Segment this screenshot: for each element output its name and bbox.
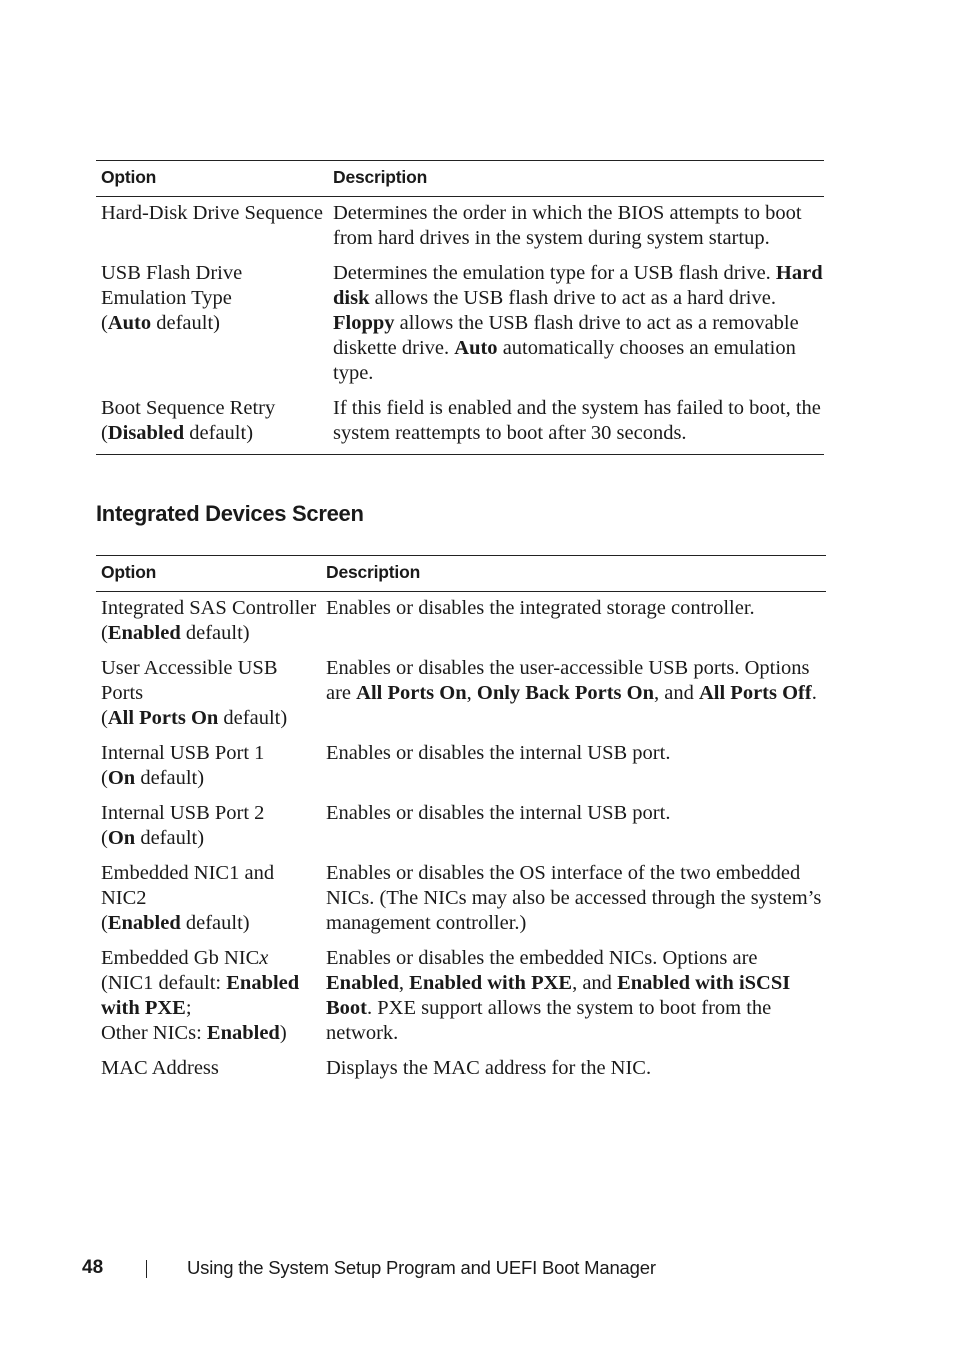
table-row [96, 1051, 826, 1089]
bold-term: Floppy [333, 312, 395, 334]
bold-term: Enabled [107, 912, 181, 934]
bold-term: Enabled [206, 1022, 280, 1044]
description-cell: Determines the order in which the BIOS attempts to boot from hard drives in the system during system startup. [333, 202, 802, 249]
table-row [96, 796, 826, 856]
option-cell: Hard-Disk Drive Sequence [101, 202, 324, 224]
option-cell: Boot Sequence Retry (Disabled default) [96, 391, 328, 455]
option-cell: Embedded NIC1 and NIC2 (Enabled default) [101, 862, 275, 934]
description-cell: Enables or disables the internal USB port. [326, 802, 671, 824]
page-footer [0, 1257, 954, 1283]
bold-term: Disabled [107, 422, 185, 444]
option-cell: MAC Address [101, 1057, 219, 1079]
footer-title: Using the System Setup Program and UEFI Boot Manager [187, 1257, 656, 1278]
footer-divider [146, 1260, 147, 1278]
bold-term: Enabled with iSCSI Boot [326, 972, 791, 1019]
table-row [96, 592, 826, 652]
page-number: 48 [82, 1257, 104, 1278]
bold-term: Enabled with PXE [409, 972, 573, 994]
integrated-devices-table [96, 555, 826, 1089]
option-cell: USB Flash Drive Emulation Type (Auto default) [101, 262, 243, 334]
table-row [96, 197, 824, 257]
description-cell: Displays the MAC address for the NIC. [326, 1057, 652, 1079]
description-cell: Enables or disables the user-accessible USB ports. Options are All Ports On, Only Back Ports On, and All Ports Off. [326, 657, 817, 704]
bold-term: All Ports On [356, 682, 467, 704]
bold-term: On [107, 827, 136, 849]
bold-term: Hard disk [333, 262, 823, 309]
option-column-header: Option [96, 556, 321, 592]
bold-term: Enabled with PXE [101, 972, 300, 1019]
boot-settings-table [96, 160, 824, 455]
option-cell: Internal USB Port 2 (On default) [101, 802, 265, 849]
description-cell: Enables or disables the embedded NICs. Options are Enabled, Enabled with PXE, and Enabled with iSCSI Boot. PXE support allows the system to boot from the network. [326, 947, 791, 1044]
table-header-row [96, 556, 826, 592]
table-row [96, 391, 824, 455]
bold-term: Enabled [107, 622, 181, 644]
bold-term: On [107, 767, 136, 789]
table-row [96, 256, 824, 391]
description-cell: Enables or disables the OS interface of the two embedded NICs. (The NICs may also be accessed through the system’s management controller.) [326, 862, 822, 934]
section-heading: Integrated Devices Screen [96, 501, 364, 526]
bold-term: Auto [107, 312, 152, 334]
description-cell: Enables or disables the integrated storage controller. [326, 597, 755, 619]
bold-term: Enabled [326, 972, 399, 994]
description-cell: If this field is enabled and the system has failed to boot, the system reattempts to boot after 30 seconds. [328, 391, 824, 455]
option-cell: User Accessible USB Ports (All Ports On default) [101, 657, 288, 729]
description-column-header: Description [328, 161, 824, 197]
option-column-header: Option [96, 161, 328, 197]
table-row [96, 736, 826, 796]
option-cell: Internal USB Port 1 (On default) [101, 742, 265, 789]
description-cell: Enables or disables the internal USB port. [326, 742, 671, 764]
option-cell: Embedded Gb NICx (NIC1 default: Enabled with PXE; Other NICs: Enabled) [101, 947, 300, 1044]
italic-term: x [259, 947, 269, 969]
bold-term: Only Back Ports On [476, 682, 654, 704]
description-cell: Determines the emulation type for a USB flash drive. Hard disk allows the USB flash drive to act as a hard drive. Floppy allows the USB flash drive to act as a removable diskette drive. Auto automatically chooses an emulation type. [333, 262, 823, 384]
bold-term: Auto [454, 337, 498, 359]
bold-term: All Ports On [107, 707, 219, 729]
table-row [96, 856, 826, 941]
table-header-row [96, 161, 824, 197]
bold-term: All Ports Off [698, 682, 812, 704]
table-row [96, 651, 826, 736]
description-column-header: Description [321, 556, 826, 592]
table-row [96, 941, 826, 1051]
option-cell: Integrated SAS Controller (Enabled default) [101, 597, 317, 644]
